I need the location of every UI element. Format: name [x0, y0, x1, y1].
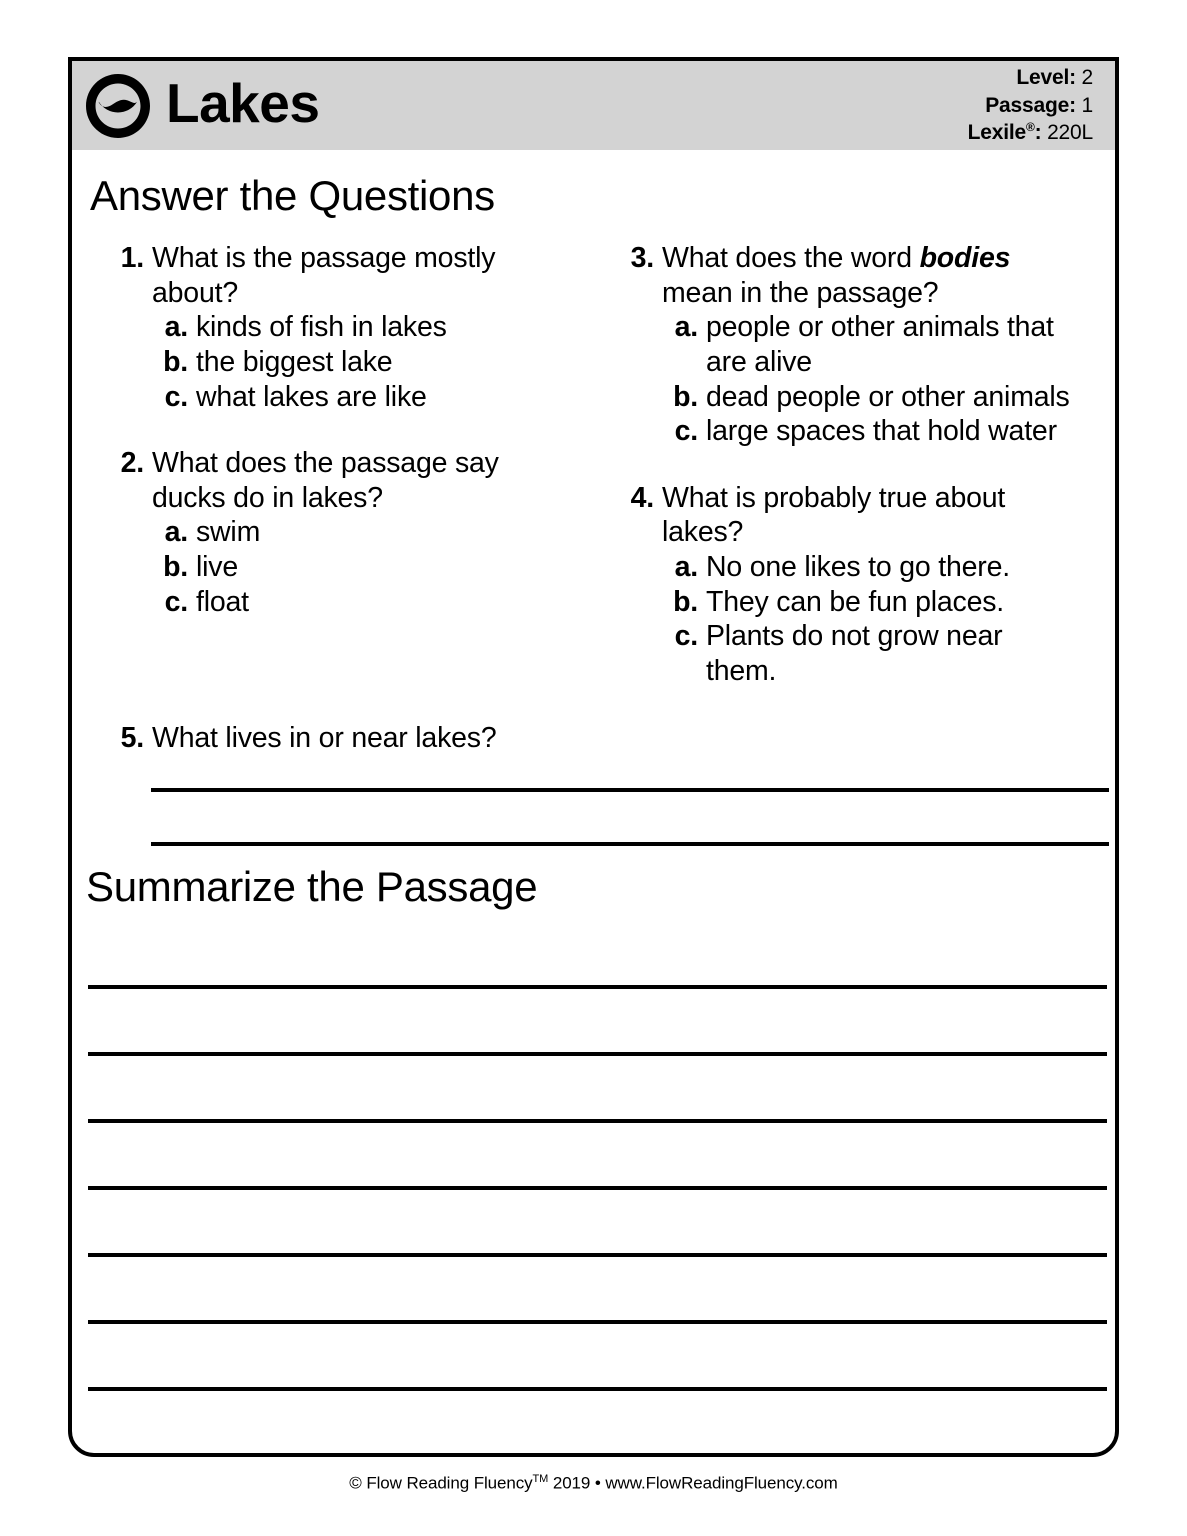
question-1-option-a[interactable] — [152, 310, 563, 345]
question-3-emphasis-word: bodies — [919, 242, 1011, 274]
option-text: the biggest lake — [196, 345, 393, 378]
option-text: kinds of fish in lakes — [196, 311, 447, 344]
question-2-option-a[interactable] — [152, 515, 563, 550]
question-2-number: 2. — [120, 447, 144, 480]
summarize-the-passage-heading: Summarize the Passage — [86, 863, 538, 910]
meta-level-value: 2 — [1081, 65, 1093, 89]
question-3-option-b[interactable] — [662, 380, 1073, 415]
question-2-option-b[interactable] — [152, 550, 563, 585]
option-text: No one likes to go there. — [706, 551, 1010, 583]
question-2-text: What does the passage say ducks do in lakes? — [152, 447, 499, 514]
page-footer — [0, 1473, 1187, 1494]
answer-the-questions-heading: Answer the Questions — [90, 172, 495, 219]
option-text: live — [196, 551, 238, 583]
question-4-text: What is probably true about lakes? — [662, 481, 1006, 549]
option-letter: c. — [164, 380, 188, 413]
option-letter: a. — [164, 311, 188, 344]
question-2-options — [152, 515, 563, 619]
meta-level-label: Level: — [1016, 65, 1076, 89]
footer-bullet-icon: • — [594, 1473, 601, 1493]
footer-brand: Flow Reading Fluency — [361, 1473, 533, 1493]
page-title: Lakes — [166, 72, 320, 134]
question-5-answer-line-1[interactable] — [151, 788, 1109, 792]
meta-passage — [968, 92, 1093, 120]
flow-reading-fluency-wave-logo-icon — [86, 74, 150, 138]
summary-line-3[interactable] — [88, 1119, 1107, 1123]
question-2-option-c[interactable] — [152, 585, 563, 620]
question-3 — [618, 241, 1073, 449]
trademark-icon: TM — [532, 1473, 549, 1485]
option-letter: b. — [673, 380, 698, 413]
question-3-number: 3. — [630, 242, 654, 274]
question-4-option-b[interactable] — [662, 585, 1073, 620]
question-3-option-a[interactable] — [662, 310, 1073, 379]
question-4-option-c[interactable] — [662, 619, 1073, 688]
question-3-options — [662, 310, 1073, 449]
question-5-row — [108, 721, 1108, 756]
question-4 — [618, 481, 1073, 689]
worksheet-card — [68, 57, 1119, 1457]
question-4-options — [662, 550, 1073, 689]
summary-line-2[interactable] — [88, 1052, 1107, 1056]
summary-line-7[interactable] — [88, 1387, 1107, 1391]
summary-line-6[interactable] — [88, 1320, 1107, 1324]
meta-lexile-value: 220L — [1047, 121, 1093, 145]
header-left-group — [72, 74, 319, 138]
question-5-answer-line-2[interactable] — [151, 842, 1109, 846]
meta-passage-value: 1 — [1081, 93, 1093, 117]
header-meta — [968, 64, 1115, 148]
question-3-text-before: What does the word — [662, 242, 920, 274]
option-letter: c. — [164, 585, 188, 618]
question-1-option-c[interactable] — [152, 380, 563, 415]
option-letter: a. — [164, 516, 188, 549]
summary-line-1[interactable] — [88, 985, 1107, 989]
question-1-number: 1. — [120, 242, 144, 274]
summary-line-5[interactable] — [88, 1253, 1107, 1257]
option-letter: c. — [674, 415, 698, 448]
option-text: people or other animals that are alive — [706, 311, 1054, 378]
worksheet-header — [72, 61, 1115, 150]
question-1 — [108, 241, 563, 414]
question-1-text: What is the passage mostly about? — [152, 242, 496, 309]
option-letter: a. — [674, 311, 698, 344]
question-2 — [108, 446, 563, 619]
option-letter: a. — [674, 551, 698, 583]
option-text: large spaces that hold water — [706, 415, 1057, 448]
questions-column-left — [108, 241, 563, 619]
meta-passage-label: Passage: — [985, 93, 1076, 117]
option-text: Plants do not grow near them. — [706, 620, 1003, 687]
meta-level — [968, 64, 1093, 92]
meta-lexile-label: Lexile®: — [967, 120, 1042, 145]
option-text: dead people or other animals — [706, 380, 1070, 413]
footer-copyright-icon: © — [349, 1473, 362, 1493]
question-3-text — [662, 241, 1073, 310]
option-letter: b. — [163, 551, 188, 583]
question-3-option-c[interactable] — [662, 414, 1073, 449]
footer-website[interactable]: www.FlowReadingFluency.com — [600, 1473, 838, 1493]
option-text: what lakes are like — [196, 380, 427, 413]
option-letter: c. — [674, 620, 698, 653]
option-letter: b. — [673, 585, 698, 618]
questions-column-right — [618, 241, 1073, 689]
option-letter: b. — [163, 345, 188, 378]
summary-line-4[interactable] — [88, 1186, 1107, 1190]
footer-year: 2019 — [548, 1473, 595, 1493]
question-4-option-a[interactable] — [662, 550, 1073, 585]
meta-lexile — [968, 119, 1093, 147]
question-3-text-after: mean in the passage? — [662, 276, 939, 309]
option-text: They can be fun places. — [706, 585, 1005, 618]
question-1-option-b[interactable] — [152, 345, 563, 380]
question-1-options — [152, 310, 563, 414]
option-text: float — [196, 585, 249, 618]
question-5 — [108, 721, 1108, 756]
registered-trademark-icon: ® — [1025, 120, 1035, 135]
question-5-text: What lives in or near lakes? — [152, 722, 497, 754]
question-4-number: 4. — [630, 481, 654, 514]
question-5-number: 5. — [120, 722, 144, 754]
option-text: swim — [196, 516, 261, 549]
